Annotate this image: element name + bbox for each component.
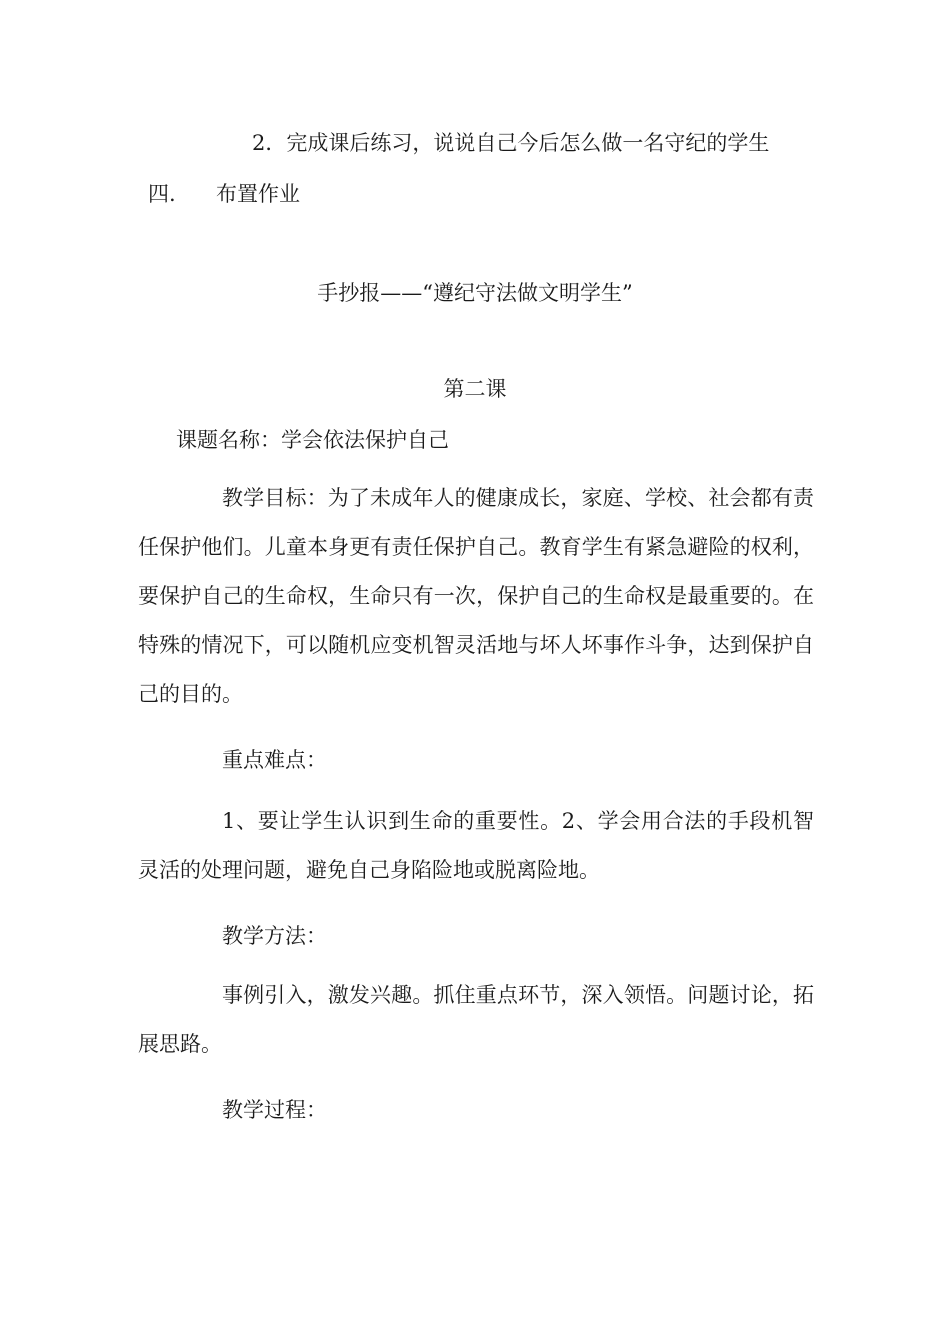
section-4-number: 四.	[148, 182, 176, 206]
teaching-methods: 事例引入，激发兴趣。抓住重点环节，深入领悟。问题讨论，拓展思路。	[138, 983, 814, 1056]
topic-name: 课题名称：学会依法保护自己	[176, 428, 449, 452]
methods-label: 教学方法：	[222, 924, 327, 948]
lesson-title: 第二课	[443, 377, 507, 401]
key-points: 1、要让学生认识到生命的重要性。2、学会用合法的手段机智灵活的处理问题，避免自己身陷险地或脱离险地。	[138, 809, 814, 882]
exercise-item-2: 2．完成课后练习，说说自己今后怎么做一名守纪的学生	[252, 131, 770, 155]
section-4-title: 布置作业	[216, 182, 300, 206]
process-label: 教学过程：	[222, 1098, 327, 1122]
teaching-objectives: 教学目标：为了未成年人的健康成长，家庭、学校、社会都有责任保护他们。儿童本身更有责任保护自己。教育学生有紧急避险的权利，要保护自己的生命权，生命只有一次，保护自己的生命权是最重要的。在特殊的情况下，可以随机应变机智灵活地与坏人坏事作斗争，达到保护自己的目的。	[138, 486, 814, 706]
key-points-label: 重点难点：	[222, 748, 327, 772]
homework-text: 手抄报——“遵纪守法做文明学生”	[317, 281, 633, 305]
